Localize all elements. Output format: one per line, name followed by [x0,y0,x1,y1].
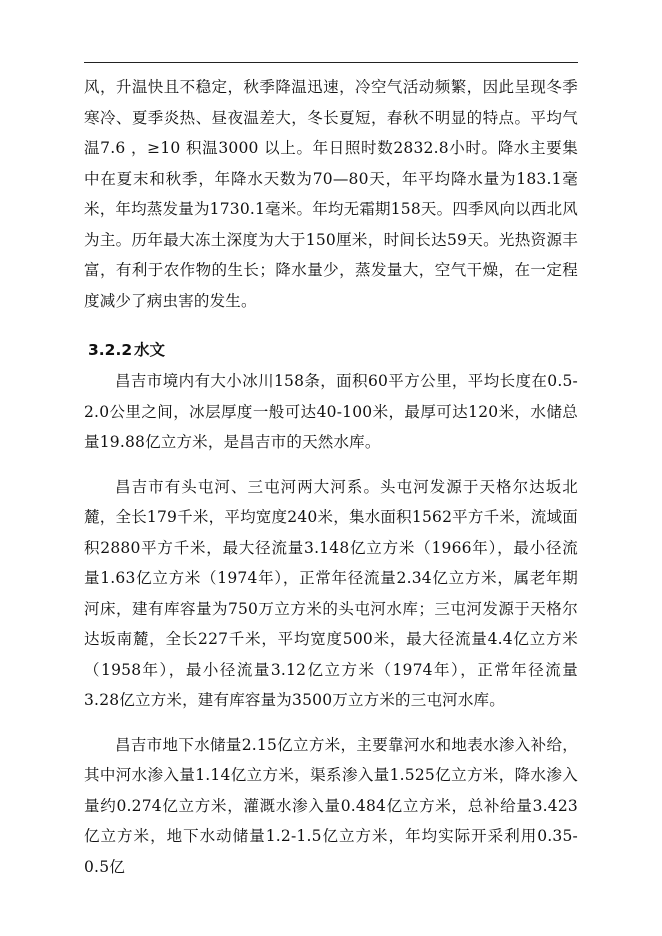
page-body [84,72,578,882]
climate-paragraph: 风，升温快且不稳定，秋季降温迅速，冷空气活动频繁，因此呈现冬季寒冷、夏季炎热、昼夜温差大，冬长夏短，春秋不明显的特点。平均气温7.6 ，≥10 积温3000 以上。年日照时数2832.8小时。降水主要集中在夏末和秋季，年降水天数为70—80天，年平均降水量为183.1毫米，年均蒸发量为1730.1毫米。年均无霜期158天。四季风向以西北风为主。历年最大冻土深度为大于150厘米，时间长达59天。光热资源丰富，有利于农作物的生长；降水量少，蒸发量大，空气干燥，在一定程度减少了病虫害的发生。 [84,78,578,310]
glaciers-paragraph: 昌吉市境内有大小冰川158条，面积60平方公里，平均长度在0.5-2.0公里之间，冰层厚度一般可达40-100米，最厚可达120米，水储总量19.88亿立方米，是昌吉市的天然水库。 [84,372,578,451]
section-heading [84,334,578,366]
header-rule [84,62,578,63]
section-title: 水文 [134,341,166,359]
section-number: 3.2.2 [88,341,133,359]
rivers-paragraph: 昌吉市有头屯河、三屯河两大河系。头屯河发源于天格尔达坂北麓，全长179千米，平均宽度240米，集水面积1562平方千米，流域面积2880平方千米，最大径流量3.148亿立方米（1966年），最小径流量1.63亿立方米（1974年），正常年径流量2.34亿立方米，属老年期河床，建有库容量为750万立方米的头屯河水库；三屯河发源于天格尔达坂南麓，全长227千米，平均宽度500米，最大径流量4.4亿立方米（1958年），最小径流量3.12亿立方米（1974年），正常年径流量3.28亿立方米，建有库容量为3500万立方米的三屯河水库。 [84,477,578,709]
groundwater-paragraph: 昌吉市地下水储量2.15亿立方米，主要靠河水和地表水渗入补给，其中河水渗入量1.14亿立方米，渠系渗入量1.525亿立方米，降水渗入量约0.274亿立方米，灌溉水渗入量0.484亿立方米，总补给量3.423亿立方米，地下水动储量1.2-1.5亿立方米，年均实际开采利用0.35-0.5亿 [84,735,578,876]
